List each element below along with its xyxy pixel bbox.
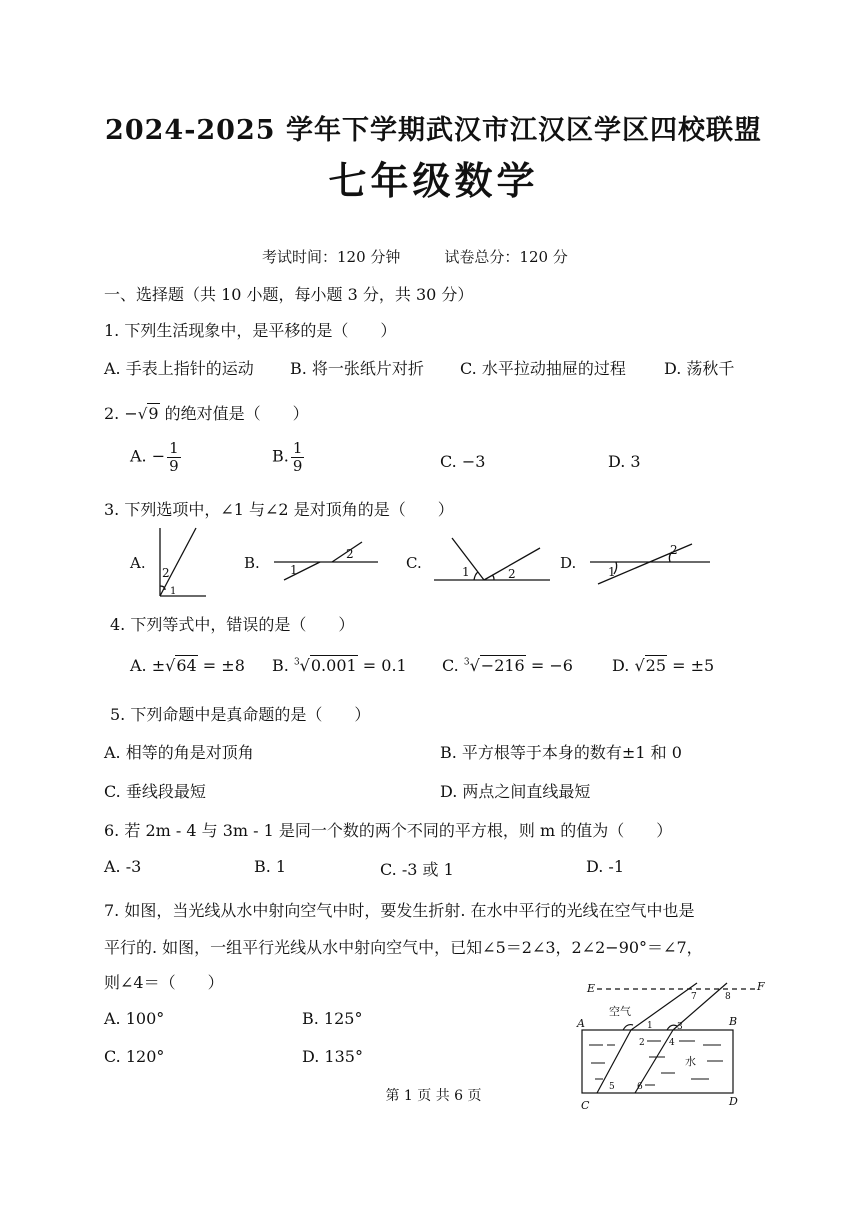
fraction-denominator: 9 bbox=[169, 456, 179, 475]
point-c: C bbox=[581, 1099, 590, 1112]
q3-figures bbox=[120, 522, 730, 602]
angle-2-label: 2 bbox=[670, 543, 678, 557]
q6-option-c: C. -3 或 1 bbox=[380, 860, 454, 879]
q6-option-b: B. 1 bbox=[254, 857, 287, 876]
angle-7-label: 7 bbox=[691, 992, 697, 1002]
section-heading: 一、选择题（共 10 小题，每小题 3 分，共 30 分） bbox=[104, 285, 474, 304]
q3-label-a: A. bbox=[130, 554, 146, 572]
q4-a-radicand: 64 bbox=[176, 656, 197, 675]
q2-option-d: D. 3 bbox=[608, 452, 641, 471]
q2-option-b-label: B. bbox=[272, 446, 289, 466]
q6-option-a: A. -3 bbox=[104, 857, 142, 876]
angle-6-label: 6 bbox=[637, 1082, 643, 1092]
q5-stem: 5. 下列命题中是真命题的是（ ） bbox=[110, 705, 371, 724]
q7-line-1: 7. 如图，当光线从水中射向空气中时，要发生折射. 在水中平行的光线在空气中也是 bbox=[104, 901, 695, 920]
q1-option-b: B. 将一张纸片对折 bbox=[290, 359, 424, 378]
q4-c-suffix: = −6 bbox=[525, 656, 573, 675]
q5-option-b: B. 平方根等于本身的数有±1 和 0 bbox=[440, 743, 682, 762]
point-b: B bbox=[729, 1015, 738, 1028]
q3-stem: 3. 下列选项中，∠1 与∠2 是对顶角的是（ ） bbox=[104, 500, 454, 519]
q6-option-d: D. -1 bbox=[586, 857, 625, 876]
q2-option-a bbox=[130, 440, 181, 474]
q1-option-a: A. 手表上指针的运动 bbox=[104, 359, 254, 378]
q6-stem: 6. 若 2m - 4 与 3m - 1 是同一个数的两个不同的平方根，则 m 的值为（ ） bbox=[104, 821, 673, 840]
exam-title: 2024-2025 学年下学期武汉市江汉区学区四校联盟 bbox=[105, 115, 762, 146]
air-label: 空气 bbox=[609, 1005, 631, 1018]
q4-c-prefix: C. bbox=[442, 656, 464, 675]
q1-option-c: C. 水平拉动抽屉的过程 bbox=[460, 359, 626, 378]
q7-line-3: 则∠4＝（ ） bbox=[104, 973, 224, 992]
q5-option-c: C. 垂线段最短 bbox=[104, 782, 206, 801]
q7-option-c: C. 120° bbox=[104, 1047, 165, 1066]
angle-2-label: 2 bbox=[508, 567, 516, 581]
q4-b-suffix: = 0.1 bbox=[357, 656, 407, 675]
q4-option-b: B. $^3$√0.001 = 0.1 bbox=[272, 656, 407, 675]
q4-a-prefix: A. ± bbox=[130, 656, 166, 675]
q3-label-b: B. bbox=[244, 554, 260, 572]
angle-1-label: 1 bbox=[170, 586, 177, 597]
q3-figure-c bbox=[434, 538, 550, 580]
q4-option-a: A. ±√64 = ±8 bbox=[130, 656, 245, 675]
point-d: D bbox=[729, 1095, 738, 1108]
page-footer: 第 1 页 共 6 页 bbox=[385, 1088, 482, 1104]
q7-line-2: 平行的. 如图，一组平行光线从水中射向空气中，已知∠5＝2∠3，2∠2−90°＝∠7， bbox=[104, 938, 703, 957]
q4-a-suffix: = ±8 bbox=[197, 656, 245, 675]
q4-c-radicand: −216 bbox=[480, 656, 525, 675]
q3-figure-a bbox=[160, 528, 206, 596]
q2-option-a-fraction bbox=[167, 440, 181, 474]
q4-b-radicand: 0.001 bbox=[310, 656, 357, 675]
q7-option-d: D. 135° bbox=[302, 1047, 363, 1066]
fraction-numerator: 1 bbox=[169, 439, 179, 457]
angle-8-label: 8 bbox=[725, 992, 731, 1002]
angle-2-label: 2 bbox=[639, 1038, 645, 1048]
q7-option-a: A. 100° bbox=[104, 1009, 165, 1028]
q7-option-b: B. 125° bbox=[302, 1009, 363, 1028]
q4-d-radicand: 25 bbox=[645, 656, 666, 675]
q4-b-prefix: B. bbox=[272, 656, 294, 675]
angle-1-label: 1 bbox=[608, 565, 616, 579]
angle-5-label: 5 bbox=[609, 1082, 615, 1092]
exam-total-score: 试卷总分：120 分 bbox=[444, 248, 568, 266]
q1-stem: 1. 下列生活现象中，是平移的是（ ） bbox=[104, 321, 397, 340]
q2-option-b bbox=[272, 440, 304, 474]
exam-meta bbox=[262, 246, 568, 267]
q5-option-d: D. 两点之间直线最短 bbox=[440, 782, 591, 801]
water-label: 水 bbox=[685, 1055, 696, 1068]
angle-2-label: 2 bbox=[346, 547, 354, 561]
q2-stem-suffix: 的绝对值是（ ） bbox=[159, 404, 309, 423]
q1-option-d: D. 荡秋千 bbox=[664, 359, 735, 378]
q3-label-c: C. bbox=[406, 554, 422, 572]
q4-d-suffix: = ±5 bbox=[667, 656, 715, 675]
q2-stem: 2. −√9 的绝对值是（ ） bbox=[104, 404, 309, 423]
angle-2-label: 2 bbox=[162, 566, 170, 580]
angle-4-label: 4 bbox=[669, 1038, 675, 1048]
q2-option-b-fraction bbox=[291, 440, 305, 474]
q5-option-a: A. 相等的角是对顶角 bbox=[104, 743, 254, 762]
point-e: E bbox=[587, 982, 596, 995]
q2-option-a-label: A. − bbox=[130, 446, 166, 466]
water-ripples bbox=[589, 1041, 723, 1085]
angle-1-label: 1 bbox=[290, 563, 298, 577]
fraction-denominator: 9 bbox=[292, 456, 303, 475]
q4-d-prefix: D. bbox=[612, 656, 635, 675]
angle-3-label: 3 bbox=[677, 1022, 683, 1032]
q3-label-d: D. bbox=[560, 554, 577, 572]
q4-option-c: C. $^3$√−216 = −6 bbox=[442, 656, 573, 675]
q4-stem: 4. 下列等式中，错误的是（ ） bbox=[110, 615, 355, 634]
angle-1-label: 1 bbox=[647, 1021, 653, 1031]
exam-time: 考试时间：120 分钟 bbox=[262, 248, 401, 266]
q2-radicand: 9 bbox=[148, 404, 159, 423]
ray-left-air bbox=[631, 983, 697, 1030]
q2-stem-prefix: 2. − bbox=[104, 404, 138, 423]
point-a: A bbox=[577, 1017, 585, 1030]
q4-b-index: 3 bbox=[293, 657, 300, 668]
fraction-numerator: 1 bbox=[292, 439, 303, 457]
point-f: F bbox=[757, 980, 765, 993]
exam-subject: 七年级数学 bbox=[328, 158, 539, 203]
q4-c-index: 3 bbox=[463, 657, 470, 668]
angle-1-label: 1 bbox=[462, 565, 470, 579]
q2-option-c: C. −3 bbox=[440, 452, 486, 471]
q4-option-d: D. √25 = ±5 bbox=[612, 656, 715, 675]
